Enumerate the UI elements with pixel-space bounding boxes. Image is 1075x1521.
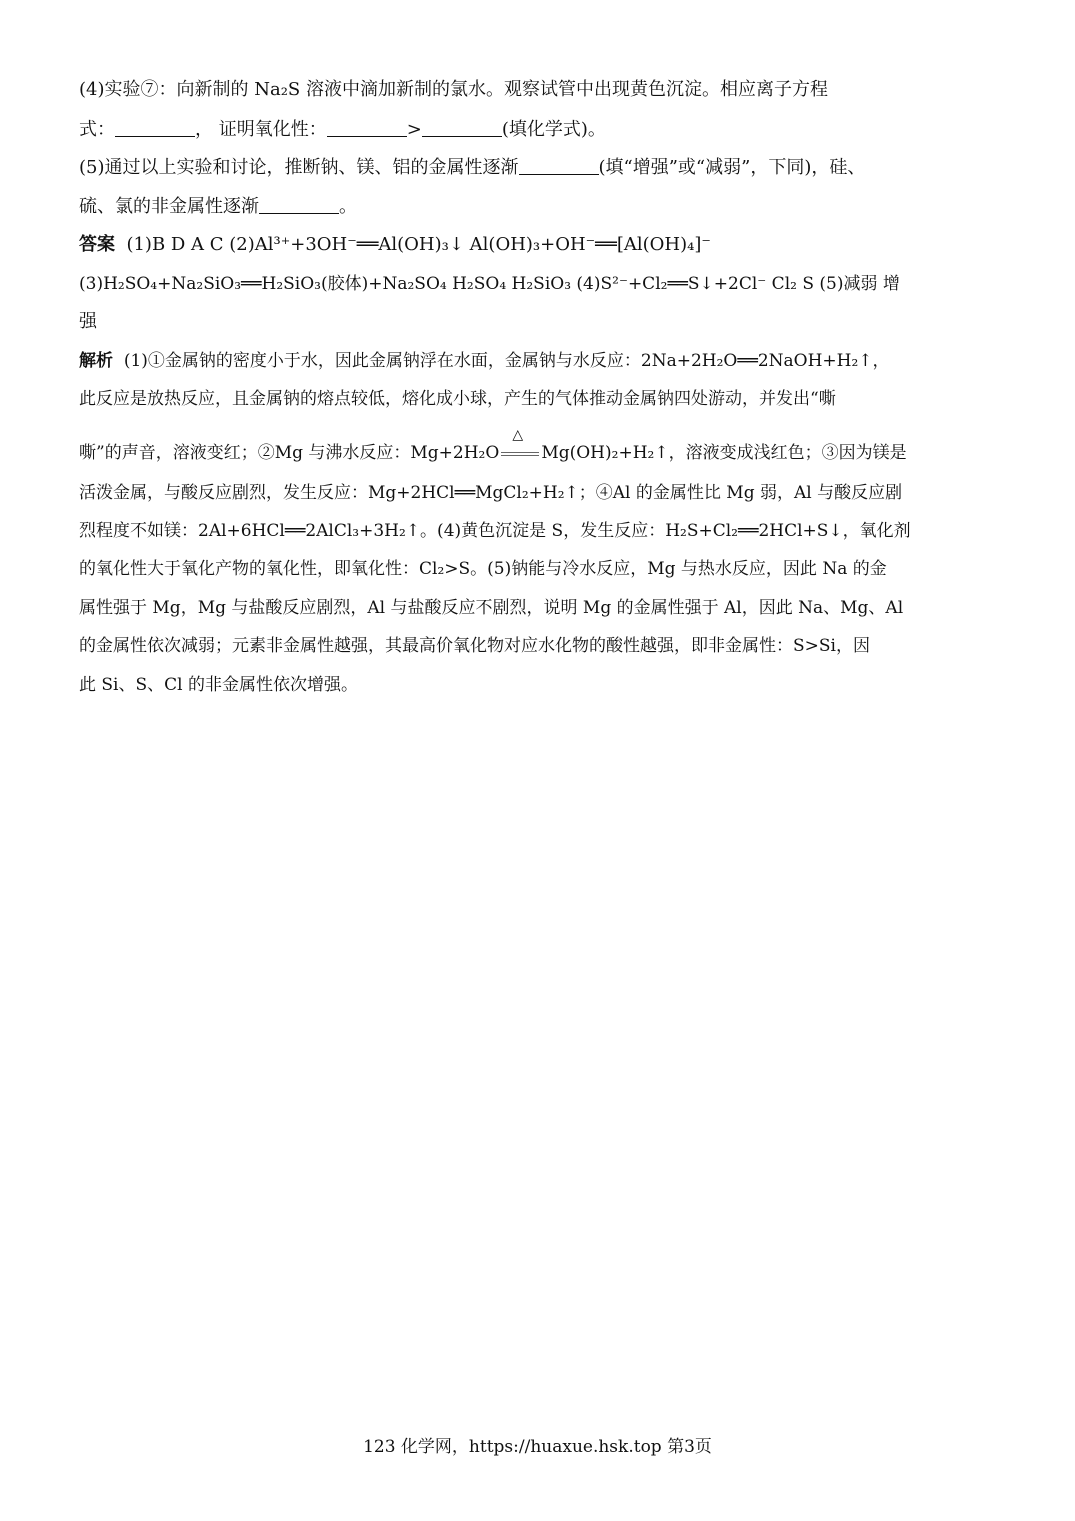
heat-triangle-icon: △ bbox=[512, 426, 524, 443]
equals-bar bbox=[501, 452, 539, 456]
analysis-line-1 bbox=[79, 348, 999, 374]
answer-blank-equation[interactable] bbox=[115, 118, 195, 137]
analysis-label: 解析 bbox=[79, 351, 113, 371]
analysis-text-4: 活泼金属，与酸反应剧烈，发生反应：Mg+2HCl══MgCl₂+H₂↑；④Al 的金属性比 Mg 弱，Al 与酸反应剧 bbox=[79, 483, 903, 503]
question-5-text-2: (填“增强”或“减弱”，下同)，硅、 bbox=[598, 157, 866, 178]
analysis-line-7 bbox=[79, 595, 999, 621]
question-4-prefix: 式： bbox=[79, 119, 115, 140]
analysis-text-3a: 嘶”的声音，溶液变红；②Mg 与沸水反应：Mg+2H₂O bbox=[79, 443, 500, 463]
question-5-line-2 bbox=[79, 194, 999, 220]
analysis-text-3b: Mg(OH)₂+H₂↑，溶液变成浅红色；③因为镁是 bbox=[541, 443, 907, 463]
analysis-text-6: 的氧化性大于氧化产物的氧化性，即氧化性：Cl₂>S。(5)钠能与冷水反应，Mg 与热水反应，因此 Na 的金 bbox=[79, 559, 887, 579]
question-5-line-1 bbox=[79, 155, 999, 181]
analysis-line-4 bbox=[79, 480, 999, 506]
answer-line-2 bbox=[79, 271, 999, 297]
analysis-line-9 bbox=[79, 672, 999, 698]
analysis-line-6 bbox=[79, 556, 999, 582]
answer-text-2: (3)H₂SO₄+Na₂SiO₃══H₂SiO₃(胶体)+Na₂SO₄ H₂SO₄ H₂SiO₃ (4)S²⁻+Cl₂══S↓+2Cl⁻ Cl₂ S (5)减弱 增 bbox=[79, 274, 900, 294]
question-5-end: 。 bbox=[339, 196, 357, 217]
footer-text: 123 化学网，https://huaxue.hsk.top 第3页 bbox=[363, 1437, 712, 1457]
analysis-text-8: 的金属性依次减弱；元素非金属性越强，其最高价氧化物对应水化物的酸性越强，即非金属性：S>Si，因 bbox=[79, 636, 870, 656]
answer-blank-product[interactable] bbox=[422, 118, 502, 137]
heating-condition-arrow bbox=[499, 426, 541, 464]
analysis-text-5: 烈程度不如镁：2Al+6HCl══2AlCl₃+3H₂↑。(4)黄色沉淀是 S，发生反应：H₂S+Cl₂══2HCl+S↓，氧化剂 bbox=[79, 521, 911, 541]
question-4-text: (4)实验⑦：向新制的 Na₂S 溶液中滴加新制的氯水。观察试管中出现黄色沉淀。相应离子方程 bbox=[79, 79, 828, 100]
answer-blank-metallic-trend[interactable] bbox=[519, 156, 599, 175]
answer-line-3 bbox=[79, 309, 999, 335]
question-4-line-1 bbox=[79, 77, 999, 103]
question-5-text: (5)通过以上实验和讨论，推断钠、镁、铝的金属性逐渐 bbox=[79, 157, 519, 178]
analysis-text-2: 此反应是放热反应，且金属钠的熔点较低，熔化成小球，产生的气体推动金属钠四处游动，并发出“嘶 bbox=[79, 389, 836, 409]
answer-line-1 bbox=[79, 232, 999, 258]
analysis-line-3 bbox=[79, 426, 999, 466]
answer-label: 答案 bbox=[79, 234, 115, 255]
question-4-suffix: (填化学式)。 bbox=[501, 119, 606, 140]
analysis-text-7: 属性强于 Mg，Mg 与盐酸反应剧烈，Al 与盐酸反应不剧烈，说明 Mg 的金属性强于 Al，因此 Na、Mg、Al bbox=[79, 598, 904, 618]
greater-than-sign: > bbox=[406, 119, 422, 140]
analysis-line-2 bbox=[79, 386, 999, 412]
analysis-line-5 bbox=[79, 518, 999, 544]
answer-blank-nonmetallic-trend[interactable] bbox=[259, 195, 339, 214]
answer-blank-oxidant[interactable] bbox=[327, 118, 407, 137]
analysis-line-8 bbox=[79, 633, 999, 659]
analysis-text-1: (1)①金属钠的密度小于水，因此金属钠浮在水面，金属钠与水反应：2Na+2H₂O══2NaOH+H₂↑， bbox=[123, 351, 890, 371]
answer-text-1: (1)B D A C (2)Al³⁺+3OH⁻══Al(OH)₃↓ Al(OH)₃+OH⁻══[Al(OH)₄]⁻ bbox=[126, 234, 711, 255]
page-footer bbox=[0, 1432, 1075, 1457]
question-4-line-2 bbox=[79, 117, 999, 143]
question-4-mid: ， 证明氧化性： bbox=[195, 119, 327, 140]
question-5-text-3: 硫、氯的非金属性逐渐 bbox=[79, 196, 259, 217]
analysis-text-9: 此 Si、S、Cl 的非金属性依次增强。 bbox=[79, 675, 358, 695]
answer-text-3: 强 bbox=[79, 311, 97, 332]
